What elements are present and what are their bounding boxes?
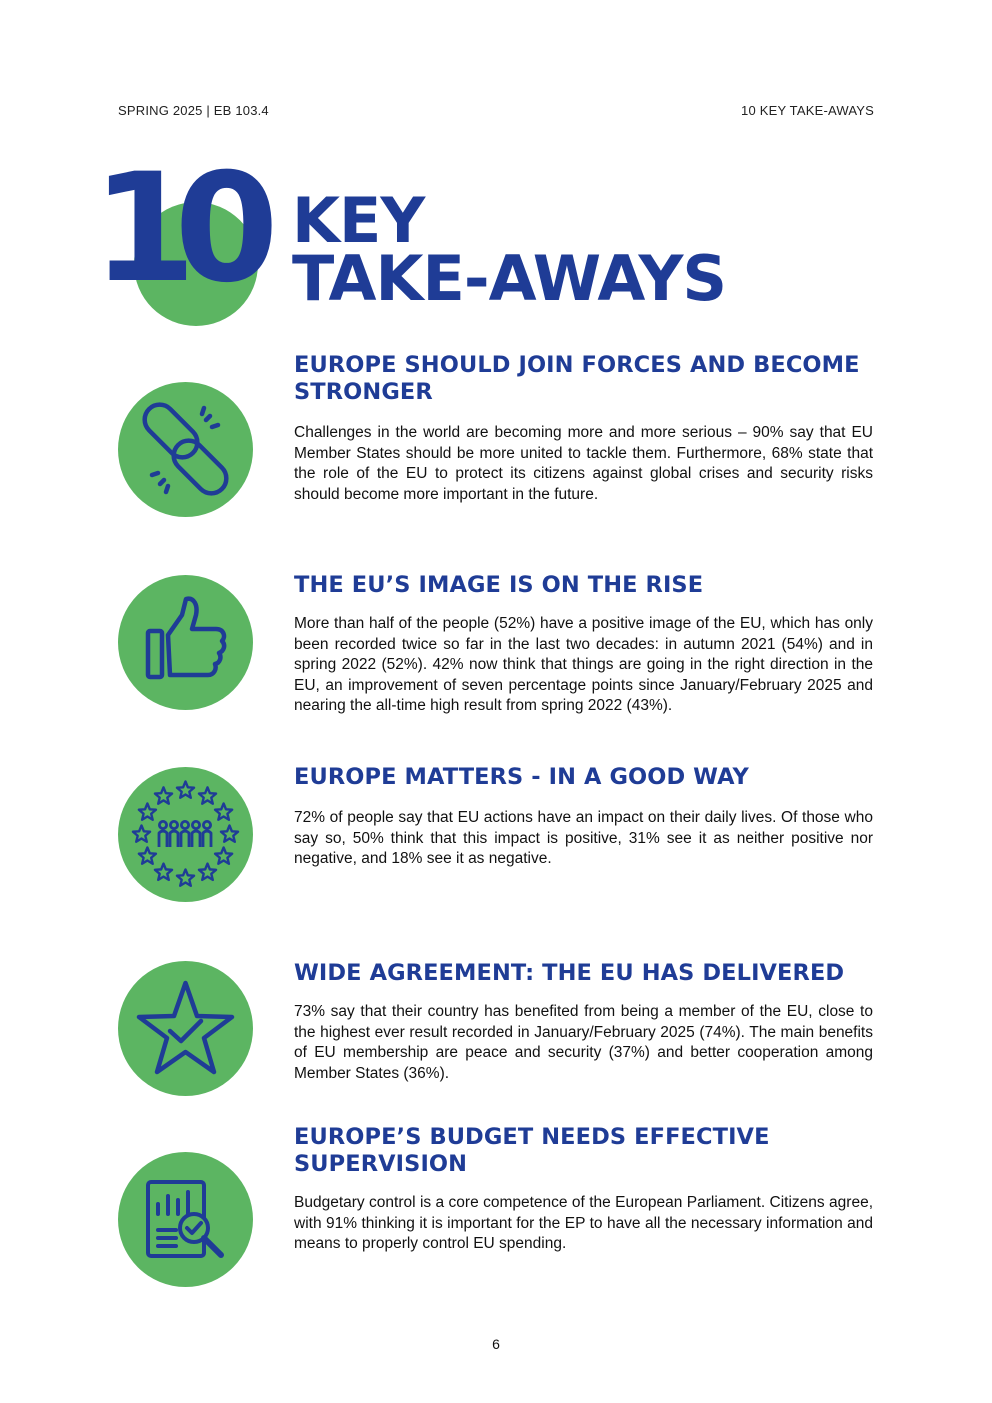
section-body: 72% of people say that EU actions have an impact on their daily lives. Of those who say so, 50% think that this impact is positive, 31% see it as neither positive nor negative, and 18% see it as negative. (294, 809, 873, 867)
section-body: Budgetary control is a core competence of the European Parliament. Citizens agree, with 91% thinking it is important for the EP to have all the necessary information and means to properly control EU spending. (294, 1194, 873, 1252)
section-body: 73% say that their country has benefited from being a member of the EU, close to the highest ever result recorded in January/February 2025 (74%). The main benefits of EU membership are peace and security (37%) and better cooperation among Member States (36%). (294, 1003, 873, 1082)
section-body: Challenges in the world are becoming more and more serious – 90% say that EU Member States should be more united to tackle them. Furthermore, 68% state that the role of the EU to protect its citizens against global crises and security risks should become more important in the future. (294, 424, 873, 503)
star-check-icon (118, 961, 253, 1096)
person-head (203, 821, 210, 828)
person-head (181, 821, 188, 828)
person-head (170, 821, 177, 828)
header-left: SPRING 2025 | EB 103.4 (118, 103, 269, 118)
budget-document-magnifier-icon (118, 1152, 253, 1287)
eu-star (155, 864, 172, 880)
big-number: 10 (92, 142, 257, 316)
person-body (192, 831, 200, 847)
page-title-line1: KEY (292, 184, 425, 257)
eu-star (133, 826, 150, 842)
big-number-badge (92, 142, 272, 332)
eu-star (215, 804, 232, 820)
eu-star (177, 782, 194, 798)
person-head (192, 821, 199, 828)
page-number: 6 (492, 1336, 500, 1352)
eu-star (215, 848, 232, 864)
section-title: EUROPE MATTERS - IN A GOOD WAY (294, 764, 749, 790)
eu-star (199, 864, 216, 880)
person-body (181, 831, 189, 847)
section-title: WIDE AGREEMENT: THE EU HAS DELIVERED (294, 960, 845, 986)
header-right: 10 KEY TAKE-AWAYS (741, 103, 874, 118)
person-head (159, 821, 166, 828)
broken-chain-icon (118, 382, 253, 517)
section-title: EUROPE SHOULD JOIN FORCES AND BECOME STRONGER (294, 352, 860, 405)
person-body (170, 831, 178, 847)
eu-star (139, 848, 156, 864)
eu-star (139, 804, 156, 820)
person-body (203, 831, 211, 847)
section-title: EUROPE’S BUDGET NEEDS EFFECTIVE SUPERVISION (294, 1124, 770, 1177)
page-title-line2: TAKE-AWAYS (292, 242, 726, 315)
page-title (292, 184, 726, 315)
eu-star (177, 870, 194, 886)
eu-stars-people-icon (118, 767, 253, 902)
person-body (159, 831, 167, 847)
eu-star (199, 787, 216, 803)
section-body: More than half of the people (52%) have a positive image of the EU, which has only been recorded twice so far in the last two decades: in autumn 2021 (54%) and in spring 2022 (52%). 42% now think that things are going in the right direction in the EU, an improvement of seven percentage points since January/February 2025 and nearing the all-time high result from spring 2022 (43%). (294, 615, 873, 714)
eu-star (155, 787, 172, 803)
thumbs-up-icon (118, 575, 253, 710)
section-title: THE EU’S IMAGE IS ON THE RISE (294, 572, 704, 598)
eu-star (221, 826, 238, 842)
